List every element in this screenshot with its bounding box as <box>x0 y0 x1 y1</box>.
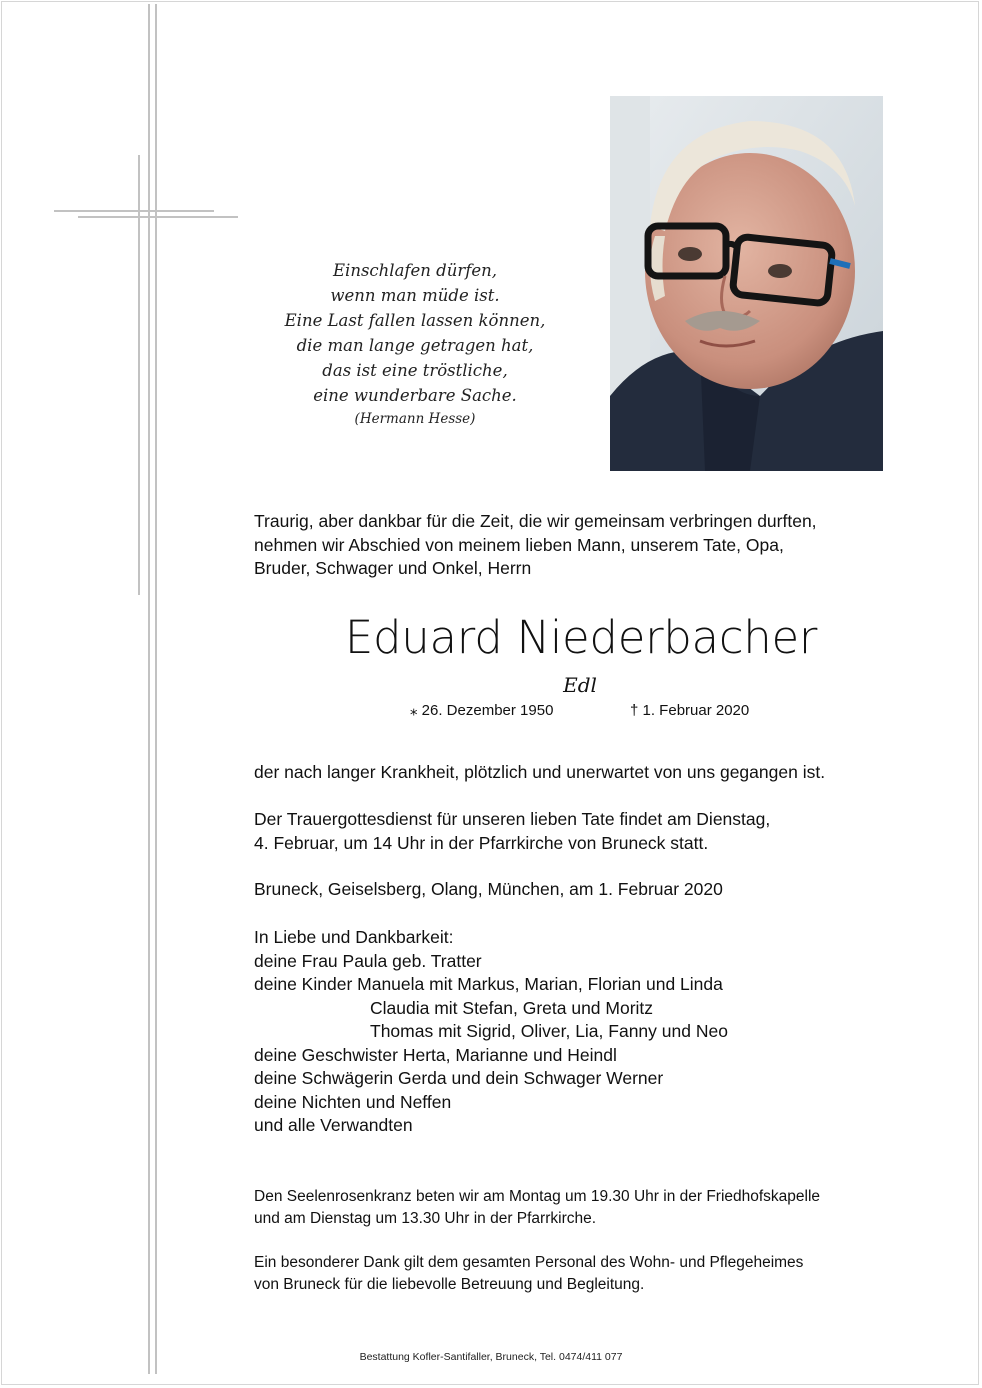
mourner-siblings: deine Geschwister Herta, Marianne und Heindl <box>254 1044 617 1065</box>
portrait-photo <box>610 96 883 471</box>
place-date <box>254 878 934 902</box>
mourners-list <box>254 926 934 1138</box>
passing-line: der nach langer Krankheit, plötzlich und unerwartet von uns gegangen ist. <box>254 762 826 782</box>
service-text <box>254 808 934 855</box>
thanks-line: Ein besonderer Dank gilt dem gesamten Personal des Wohn- und Pflegeheimes <box>254 1254 804 1271</box>
poem-line: das ist eine tröstliche, <box>322 361 508 380</box>
intro-line: Traurig, aber dankbar für die Zeit, die wir gemeinsam verbringen durften, <box>254 511 817 531</box>
poem-author: (Hermann Hesse) <box>354 411 476 427</box>
deceased-name: Eduard Niederbacher <box>344 611 818 664</box>
death-date: † 1. Februar 2020 <box>630 702 750 719</box>
passing-text <box>254 761 934 785</box>
thanks-line: von Bruneck für die liebevolle Betreuung und Begleitung. <box>254 1276 645 1293</box>
mourner-in-laws: deine Schwägerin Gerda und dein Schwager Werner <box>254 1068 664 1088</box>
rosary-line: Den Seelenrosenkranz beten wir am Montag um 19.30 Uhr in der Friedhofskapelle <box>254 1188 821 1205</box>
intro-line: Bruder, Schwager und Onkel, Herrn <box>254 558 532 578</box>
poem-line: Einschlafen dürfen, <box>333 261 497 280</box>
poem-line: wenn man müde ist. <box>330 286 500 305</box>
poem-line: Eine Last fallen lassen können, <box>284 311 546 330</box>
mourner-relatives: und alle Verwandten <box>254 1115 413 1135</box>
poem <box>270 258 560 430</box>
poem-line: die man lange getragen hat, <box>296 336 534 355</box>
rosary-line: und am Dienstag um 13.30 Uhr in der Pfarrkirche. <box>254 1210 597 1227</box>
mourner-children: Thomas mit Sigrid, Oliver, Lia, Fanny und Neo <box>370 1021 728 1041</box>
mourner-children: Claudia mit Stefan, Greta und Moritz <box>370 997 654 1018</box>
mourner-wife: deine Frau Paula geb. Tratter <box>254 950 482 971</box>
poem-line: eine wunderbare Sache. <box>313 386 517 405</box>
intro-text <box>254 510 914 581</box>
thanks-text <box>254 1252 934 1296</box>
rosary-text <box>254 1186 934 1230</box>
mourner-children: deine Kinder Manuela mit Markus, Marian, Florian und Linda <box>254 974 723 994</box>
service-line: Der Trauergottesdienst für unseren lieben Tate findet am Dienstag, <box>254 809 771 829</box>
portrait-image <box>610 96 883 471</box>
service-line: 4. Februar, um 14 Uhr in der Pfarrkirche von Bruneck statt. <box>254 832 709 853</box>
mourners-heading: In Liebe und Dankbarkeit: <box>254 927 454 947</box>
place-date-line: Bruneck, Geiselsberg, Olang, München, am 1. Februar 2020 <box>254 879 723 899</box>
deceased-nickname: Edl <box>563 673 597 697</box>
funeral-home-footer: Bestattung Kofler-Santifaller, Bruneck, Tel. 0474/411 077 <box>359 1351 623 1363</box>
intro-line: nehmen wir Abschied von meinem lieben Mann, unserem Tate, Opa, <box>254 534 784 555</box>
birth-date: ⁎ 26. Dezember 1950 <box>410 702 554 719</box>
mourner-nieces: deine Nichten und Neffen <box>254 1091 452 1112</box>
